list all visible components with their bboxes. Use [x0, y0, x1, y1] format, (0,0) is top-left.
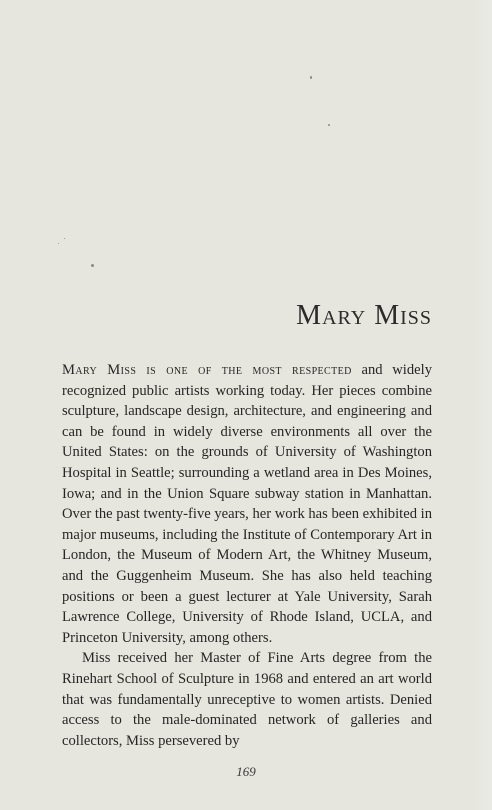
ink-speck	[64, 238, 65, 239]
paragraph-text: and widely recognized public artists working today. Her pieces combine sculpture, landscape design, architecture, and engineering and can be found in widely diverse environments all over the United States: on the grounds of University of Washington Hospital in Seattle; surrounding a wetland area in Des Moines, Iowa; and in the Union Square subway station in Manhattan. Over the past twenty-five years, her work has been exhibited in major museums, including the Institute of Contemporary Art in London, the Museum of Modern Art, the Whitney Museum, and the Guggenheim Museum. She has also held teaching positions or been a guest lecturer at Yale University, Sarah Lawrence College, University of Rhode Island, UCLA, and Princeton University, among others.	[62, 362, 432, 646]
ink-speck	[328, 124, 330, 126]
paragraph: Miss received her Master of Fine Arts degree from the Rinehart School of Sculpture in 1968 and entered an art world that was fundamentally unreceptive to women artists. Denied access to the male-dominated network of galleries and collectors, Miss persevered by	[62, 650, 432, 749]
ink-speck	[91, 264, 94, 267]
page-edge-shadow	[472, 0, 492, 810]
ink-speck	[58, 243, 59, 244]
page-number: 169	[236, 764, 256, 779]
lead-in-small-caps: Mary Miss is one of the most respected	[62, 362, 352, 378]
chapter-body	[62, 360, 432, 751]
paragraph	[62, 360, 432, 648]
ink-speck	[310, 76, 312, 79]
chapter-title: Mary Miss	[296, 300, 432, 331]
